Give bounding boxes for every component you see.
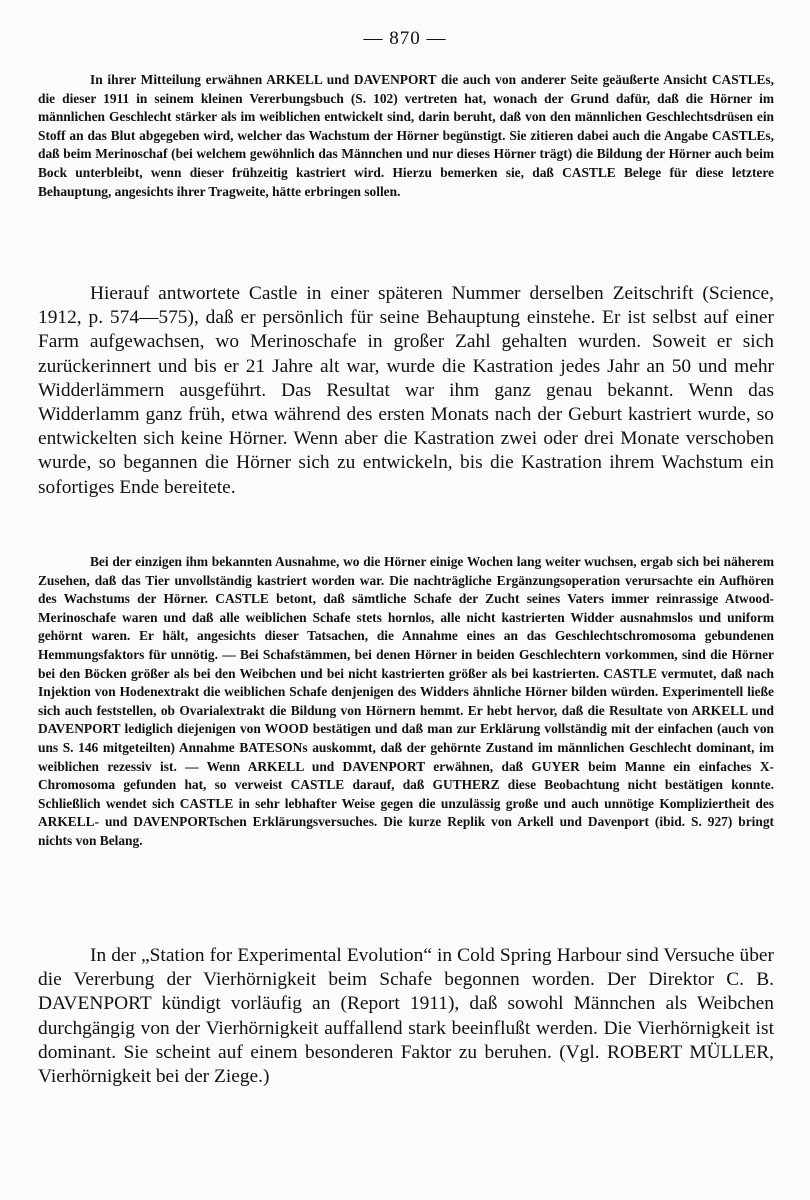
paragraph-four-horned-sheep: In der „Station for Experimental Evolution“ in Cold Spring Harbour sind Versuche über die Vererbung der Vierhörnigkeit beim Schafe begonnen worden. Der Direktor C. B. DAVENPORT kündigt vorläufig an (Report 1911), daß sowohl Männchen als Weibchen durchgängig von der Vierhörnigkeit auffallend stark beeinflußt werden. Die Vierhörnigkeit ist dominant. Sie scheint auf einem besonderen Faktor zu beruhen. (Vgl. ROBERT MÜLLER, Vierhörnigkeit bei der Ziege.): [38, 945, 774, 1088]
paragraph-exception-details: Bei der einzigen ihm bekannten Ausnahme, wo die Hörner einige Wochen lang weiter wuchsen, ergab sich bei näherem Zusehen, daß das Tier unvollständig kastriert worden war. Die nachträgliche Ergänzungsoperation verursachte ein Aufhören des Wachstums der Hörner. CASTLE betont, daß sämtliche Schafe der Zucht seines Vaters immer reinrassige Atwood-Merinoschafe waren und daß alle weiblichen Schafe stets hornlos, alle nicht kastrierten Widder ausnahmslos und uniform gehörnt waren. Er hält, angesichts dieser Tatsachen, die Annahme eines an das Geschlechtschromosoma gebundenen Hemmungsfaktors für unnötig. — Bei Schafstämmen, bei denen Hörner in beiden Geschlechtern vorkommen, sind die Hörner bei den Böcken größer als bei den Weibchen und bei nicht kastrierten größer als bei kastrierten. CASTLE vermutet, daß nach Injektion von Hodenextrakt die weiblichen Schafe denjenigen des Widders ähnliche Hörner bilden würden. Experimentell ließe sich auch feststellen, ob Ovarialextrakt die Bildung von Hörnern hemmt. Er hebt hervor, daß die Resultate von ARKELL und DAVENPORT lediglich diejenigen von WOOD bestätigen und daß man zur Erklärung vollständig mit der einfachen (auch von uns S. 146 mitgeteilten) Annahme BATESONs auskommt, daß der gehörnte Zustand im männlichen Geschlecht dominant, im weiblichen rezessiv ist. — Wenn ARKELL und DAVENPORT erwähnen, daß GUYER beim Manne ein einfaches X-Chromosoma gefunden hat, so verweist CASTLE darauf, daß GUTHERZ diese Beobachtung nicht bestätigen konnte. Schließlich wendet sich CASTLE in sehr lebhafter Weise gegen die unzulässig große und auch unnötige Kompliziertheit des ARKELL- und DAVENPORTschen Erklärungsversuches. Die kurze Replik von Arkell und Davenport (ibid. S. 927) bringt nichts von Belang.: [38, 554, 774, 848]
paragraph-castle-hypothesis: In ihrer Mitteilung erwähnen ARKELL und DAVENPORT die auch von anderer Seite geäußerte Ansicht CASTLEs, die dieser 1911 in seinem kleinen Vererbungsbuch (S. 102) vertreten hat, wonach der Grund dafür, daß die Hörner im männlichen Geschlecht stärker als im weiblichen entwickelt sind, darin beruht, daß von den männlichen Geschlechtsdrüsen ein Stoff an das Blut abgegeben wird, welcher das Wachstum der Hörner begünstigt. Sie zitieren dabei auch die Angabe CASTLEs, daß beim Merinoschaf (bei welchem gewöhnlich das Männchen und nur dieses Hörner trägt) die Bildung der Hörner auch beim Bock unterbleibt, wenn dieser frühzeitig kastriert wird. Hierzu bemerken sie, daß CASTLE Belege für diese letztere Behauptung, angesichts ihrer Tragweite, hätte erbringen sollen.: [38, 72, 774, 199]
paragraph-castle-reply: Hierauf antwortete Castle in einer späteren Nummer derselben Zeitschrift (Science, 1912, p. 574—575), daß er persönlich für seine Behauptung einstehe. Er ist selbst auf einer Farm aufgewachsen, wo Merinoschafe in großer Zahl gehalten wurden. Soweit er sich zurückerinnert und bis er 21 Jahre alt war, wurde die Kastration jedes Jahr an 50 und mehr Widderlämmern ausgeführt. Das Resultat war ihm ganz genau bekannt. Wenn das Widderlamm ganz früh, etwa während des ersten Monats nach der Geburt kastriert wurde, so entwickelten sich keine Hörner. Wenn aber die Kastration zwei oder drei Monate verschoben wurde, so begannen die Hörner sich zu entwickeln, bis die Kastration ihrem Wachstum ein sofortiges Ende bereitete.: [38, 283, 774, 498]
page-number: — 870 —: [363, 28, 447, 49]
